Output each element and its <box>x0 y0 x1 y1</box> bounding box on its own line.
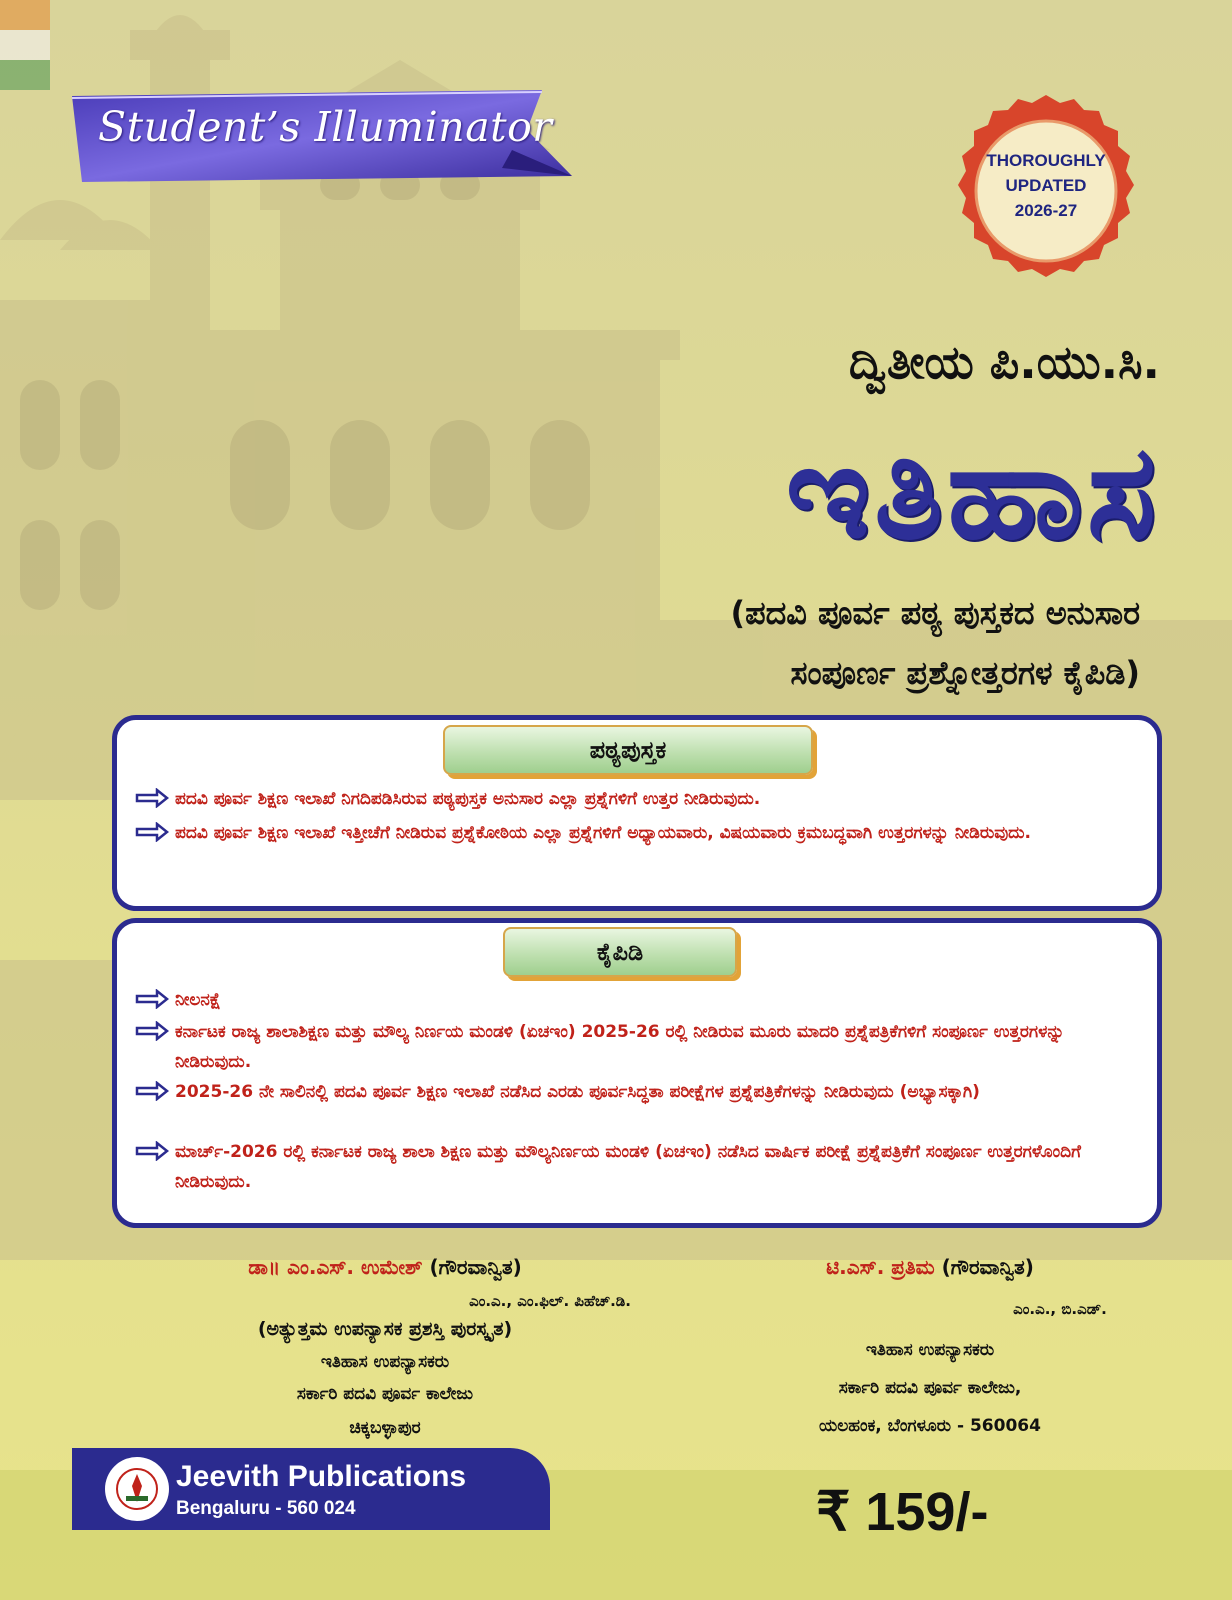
author-2-degrees: ಎಂ.ಎ., ಬಿ.ಎಡ್. <box>1013 1300 1107 1318</box>
list-item-text: 2025-26 ನೇ ಸಾಲಿನಲ್ಲಿ ಪದವಿ ಪೂರ್ವ ಶಿಕ್ಷಣ ಇಲಾಖೆ ನಡೆಸಿದ ಎರಡು ಪೂರ್ವಸಿದ್ಧತಾ ಪರೀಕ್ಷೆಗಳ ಪ್ರಶ್ನೆಪತ್ರಿಕೆಗಳನ್ನು ನೀಡಿರುವುದು (ಅಭ್ಯಾಸಕ್ಕಾಗಿ) <box>175 1082 980 1102</box>
author-1-college: ಸರ್ಕಾರಿ ಪದವಿ ಪೂರ್ವ ಕಾಲೇಜು <box>296 1384 474 1404</box>
publisher-name: Jeevith Publications <box>176 1460 467 1493</box>
textbook-section-box <box>112 715 1162 911</box>
author-2-college: ಸರ್ಕಾರಿ ಪದವಿ ಪೂರ್ವ ಕಾಲೇಜು, <box>838 1378 1022 1398</box>
description-line-1: (ಪದವಿ ಪೂರ್ವ ಪಠ್ಯ ಪುಸ್ತಕದ ಅನುಸಾರ <box>730 594 1140 632</box>
author-1-place: ಚಿಕ್ಕಬಳ್ಳಾಪುರ <box>349 1418 421 1438</box>
list-item-text: ನೀಲನಕ್ಷೆ <box>175 990 221 1010</box>
author-1-name: ಡಾ॥ ಎಂ.ಎಸ್. ಉಮೇಶ್ <box>248 1255 423 1279</box>
publisher-logo-icon <box>104 1456 170 1522</box>
author-2-name: ಟಿ.ಎಸ್. ಪ್ರತಿಮ <box>826 1255 935 1279</box>
author-1-degrees: ಎಂ.ಎ., ಎಂ.ಫಿಲ್. ಪಿಹೆಚ್.ಡಿ. <box>469 1292 631 1310</box>
guide-section-box <box>112 918 1162 1228</box>
series-label: Student’s Illuminator <box>98 103 553 151</box>
author-1-award: (ಅತ್ಯುತ್ತಮ ಉಪನ್ಯಾಸಕ ಪ್ರಶಸ್ತಿ ಪುರಸ್ಕೃತ) <box>257 1318 513 1340</box>
seal-text <box>948 148 1144 223</box>
publisher-city: Bengaluru - 560 024 <box>176 1498 356 1519</box>
author-1-role: ಇತಿಹಾಸ ಉಪನ್ಯಾಸಕರು <box>320 1352 450 1372</box>
list-item-text: ಪದವಿ ಪೂರ್ವ ಶಿಕ್ಷಣ ಇಲಾಖೆ ಇತ್ತೀಚೆಗೆ ನೀಡಿರುವ ಪ್ರಶ್ನೆಕೋಠಿಯ ಎಲ್ಲಾ ಪ್ರಶ್ನೆಗಳಿಗೆ ಅಧ್ಯಾಯವಾರು, ವಿಷಯವಾರು ಕ್ರಮಬದ್ಧವಾಗಿ ಉತ್ತರಗಳನ್ನು ನೀಡಿರುವುದು. <box>175 823 1031 843</box>
author-1-honorary: (ಗೌರವಾನ್ವಿತ) <box>429 1255 522 1279</box>
author-2-honorary: (ಗೌರವಾನ್ವಿತ) <box>941 1255 1034 1279</box>
arrow-right-icon <box>135 1081 169 1101</box>
list-item-text: ಕರ್ನಾಟಕ ರಾಜ್ಯ ಶಾಲಾಶಿಕ್ಷಣ ಮತ್ತು ಮೌಲ್ಯ ನಿರ್ಣಯ ಮಂಡಳಿ (ಏಚಇಂ) 2025-26 ರಲ್ಲಿ ನೀಡಿರುವ ಮೂರು ಮಾದರಿ ಪ್ರಶ್ನೆಪತ್ರಿಕೆಗಳಿಗೆ ಸಂಪೂರ್ಣ ಉತ್ತರಗಳನ್ನು ನೀಡಿರುವುದು. <box>175 1022 1065 1072</box>
arrow-right-icon <box>135 1141 169 1161</box>
subject-title: ಇತಿಹಾಸ <box>785 416 1160 568</box>
price: ₹ 159/- <box>816 1482 989 1542</box>
arrow-right-icon <box>135 822 169 842</box>
author-2-name-line <box>760 1255 1100 1279</box>
seal-line-3: 2026-27 <box>1014 201 1078 220</box>
publisher-banner <box>72 1448 550 1530</box>
seal-line-1: THOROUGHLY <box>986 151 1106 170</box>
description-line-2: ಸಂಪೂರ್ಣ ಪ್ರಶ್ನೋತ್ತರಗಳ ಕೈಪಿಡಿ) <box>790 654 1140 692</box>
author-1-name-line <box>160 1255 610 1279</box>
list-item-text: ಮಾರ್ಚ್-2026 ರಲ್ಲಿ ಕರ್ನಾಟಕ ರಾಜ್ಯ ಶಾಲಾ ಶಿಕ್ಷಣ ಮತ್ತು ಮೌಲ್ಯನಿರ್ಣಯ ಮಂಡಳಿ (ಏಚಇಂ) ನಡೆಸಿದ ವಾರ್ಷಿಕ ಪರೀಕ್ಷೆ ಪ್ರಶ್ನೆಪತ್ರಿಕೆಗೆ ಸಂಪೂರ್ಣ ಉತ್ತರಗಳೊಂದಿಗೆ ನೀಡಿರುವುದು. <box>175 1142 1081 1192</box>
arrow-right-icon <box>135 788 169 808</box>
guide-section-heading: ಕೈಪಿಡಿ <box>503 927 737 977</box>
list-item-text: ಪದವಿ ಪೂರ್ವ ಶಿಕ್ಷಣ ಇಲಾಖೆ ನಿಗದಿಪಡಿಸಿರುವ ಪಠ್ಯಪುಸ್ತಕ ಅನುಸಾರ ಎಲ್ಲಾ ಪ್ರಶ್ನೆಗಳಿಗೆ ಉತ್ತರ ನೀಡಿರುವುದು. <box>175 789 761 809</box>
author-2-place: ಯಲಹಂಕ, ಬೆಂಗಳೂರು - 560064 <box>819 1416 1041 1436</box>
textbook-section-heading: ಪಠ್ಯಪುಸ್ತಕ <box>443 725 813 775</box>
author-2-role: ಇತಿಹಾಸ ಉಪನ್ಯಾಸಕರು <box>865 1340 995 1360</box>
arrow-right-icon <box>135 1021 169 1041</box>
seal-line-2: UPDATED <box>1005 176 1087 195</box>
arrow-right-icon <box>135 989 169 1009</box>
class-label: ದ್ವಿತೀಯ ಪಿ.ಯು.ಸಿ. <box>848 335 1160 389</box>
